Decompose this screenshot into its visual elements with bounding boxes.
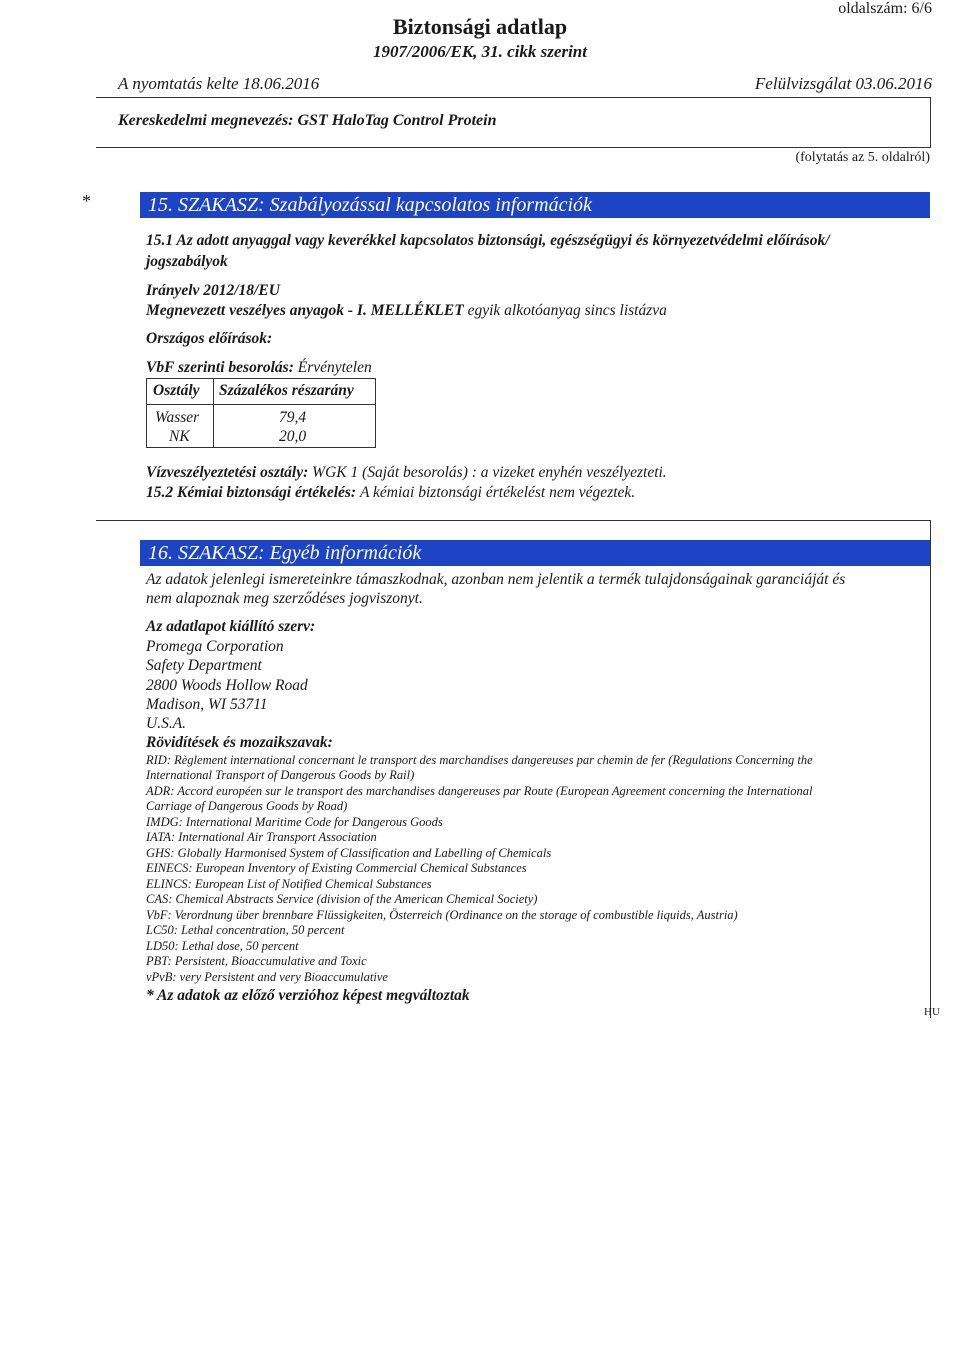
water-hazard-row — [146, 464, 667, 482]
subsection-15-1-line1: 15.1 Az adott anyaggal vagy keverékkel kapcsolatos biztonsági, egészségügyi és környezetvédelmi előírások/ — [146, 232, 830, 249]
named-substances-label: Megnevezett veszélyes anyagok - I. MELLÉKLET — [146, 302, 464, 319]
trade-name: Kereskedelmi megnevezés: GST HaloTag Control Protein — [118, 112, 497, 129]
abbreviations-label: Rövidítések és mozaikszavak: — [146, 734, 333, 751]
section-16-header: 16. SZAKASZ: Egyéb információk — [140, 540, 930, 566]
abbreviation-line: Carriage of Dangerous Goods by Road) — [146, 799, 348, 813]
issuer-line: Promega Corporation — [146, 638, 284, 655]
abbreviation-line: IATA: International Air Transport Association — [146, 830, 377, 844]
abbreviation-line: LC50: Lethal concentration, 50 percent — [146, 923, 345, 937]
abbreviation-line: LD50: Lethal dose, 50 percent — [146, 939, 299, 953]
vbf-row — [146, 359, 372, 377]
table-cell-percent: 20,0 — [279, 428, 307, 445]
abbreviation-line: CAS: Chemical Abstracts Service (division of the American Chemical Society) — [146, 892, 538, 906]
table-header-class: Osztály — [153, 382, 200, 399]
section-15-header: 15. SZAKASZ: Szabályozással kapcsolatos információk — [140, 192, 930, 218]
chemical-safety-row — [146, 484, 635, 502]
section-divider — [96, 520, 930, 521]
abbreviation-line: vPvB: very Persistent and very Bioaccumulative — [146, 970, 388, 984]
abbreviation-line: ADR: Accord européen sur le transport des marchandises dangereuses par Route (European Agreement concerning the International — [146, 784, 813, 798]
named-substances-value: egyik alkotóanyag sincs listázva — [467, 302, 667, 319]
document-subtitle: 1907/2006/EK, 31. cikk szerint — [373, 42, 587, 61]
classification-table — [146, 378, 376, 448]
page-number: oldalszám: 6/6 — [838, 0, 932, 17]
directive-label: Irányelv 2012/18/EU — [146, 282, 280, 299]
changes-note: * Az adatok az előző verzióhoz képest megváltoztak — [146, 987, 470, 1004]
table-cell-percent: 79,4 — [279, 409, 307, 426]
table-header-percent: Százalékos részarány — [219, 382, 354, 399]
print-date: A nyomtatás kelte 18.06.2016 — [118, 74, 320, 93]
named-substances-row — [146, 302, 667, 320]
abbreviation-line: EINECS: European Inventory of Existing Commercial Chemical Substances — [146, 861, 527, 875]
water-hazard-label: Vízveszélyeztetési osztály: — [146, 464, 309, 481]
chemical-safety-value: A kémiai biztonsági értékelést nem végeztek. — [359, 484, 636, 501]
table-cell-class: NK — [169, 428, 190, 445]
continued-note: (folytatás az 5. oldalról) — [795, 150, 930, 165]
issuer-line: 2800 Woods Hollow Road — [146, 677, 308, 694]
language-code: HU — [924, 1006, 940, 1018]
subsection-15-1-line2: jogszabályok — [146, 253, 228, 270]
abbreviation-line: GHS: Globally Harmonised System of Classification and Labelling of Chemicals — [146, 846, 552, 860]
disclaimer-line2: nem alapoznak meg szerződéses jogviszonyt. — [146, 590, 423, 607]
abbreviation-line: ELINCS: European List of Notified Chemical Substances — [146, 877, 432, 891]
issuer-line: Safety Department — [146, 657, 262, 674]
issuer-line: Madison, WI 53711 — [146, 696, 268, 713]
table-cell-class: Wasser — [155, 409, 200, 426]
issuer-label: Az adatlapot kiállító szerv: — [146, 618, 316, 635]
abbreviation-line: RID: Règlement international concernant le transport des marchandises dangereuses par chemin de fer (Regulations Concerning the — [146, 753, 813, 767]
abbreviation-line: VbF: Verordnung über brennbare Flüssigkeiten, Österreich (Ordinance on the storage of combustible liquids, Austria) — [146, 908, 738, 922]
chemical-safety-label: 15.2 Kémiai biztonsági értékelés: — [146, 484, 357, 501]
change-marker: * — [82, 191, 91, 211]
document-title: Biztonsági adatlap — [392, 14, 568, 39]
vbf-label: VbF szerinti besorolás: — [146, 359, 294, 376]
water-hazard-value: WGK 1 (Saját besorolás) : a vizeket enyhén veszélyezteti. — [312, 464, 667, 481]
abbreviation-line: IMDG: International Maritime Code for Dangerous Goods — [146, 815, 443, 829]
national-regulations-label: Országos előírások: — [146, 330, 273, 347]
issuer-line: U.S.A. — [146, 715, 187, 732]
abbreviation-line: PBT: Persistent, Bioaccumulative and Toxic — [146, 954, 367, 968]
abbreviation-line: International Transport of Dangerous Goods by Rail) — [146, 768, 415, 782]
disclaimer-line1: Az adatok jelenlegi ismereteinkre támaszkodnak, azonban nem jelentik a termék tulajdonságainak garanciáját és — [146, 571, 846, 588]
vbf-value: Érvénytelen — [297, 359, 372, 376]
revision-date: Felülvizsgálat 03.06.2016 — [754, 74, 932, 93]
page-right-border — [930, 520, 931, 1018]
